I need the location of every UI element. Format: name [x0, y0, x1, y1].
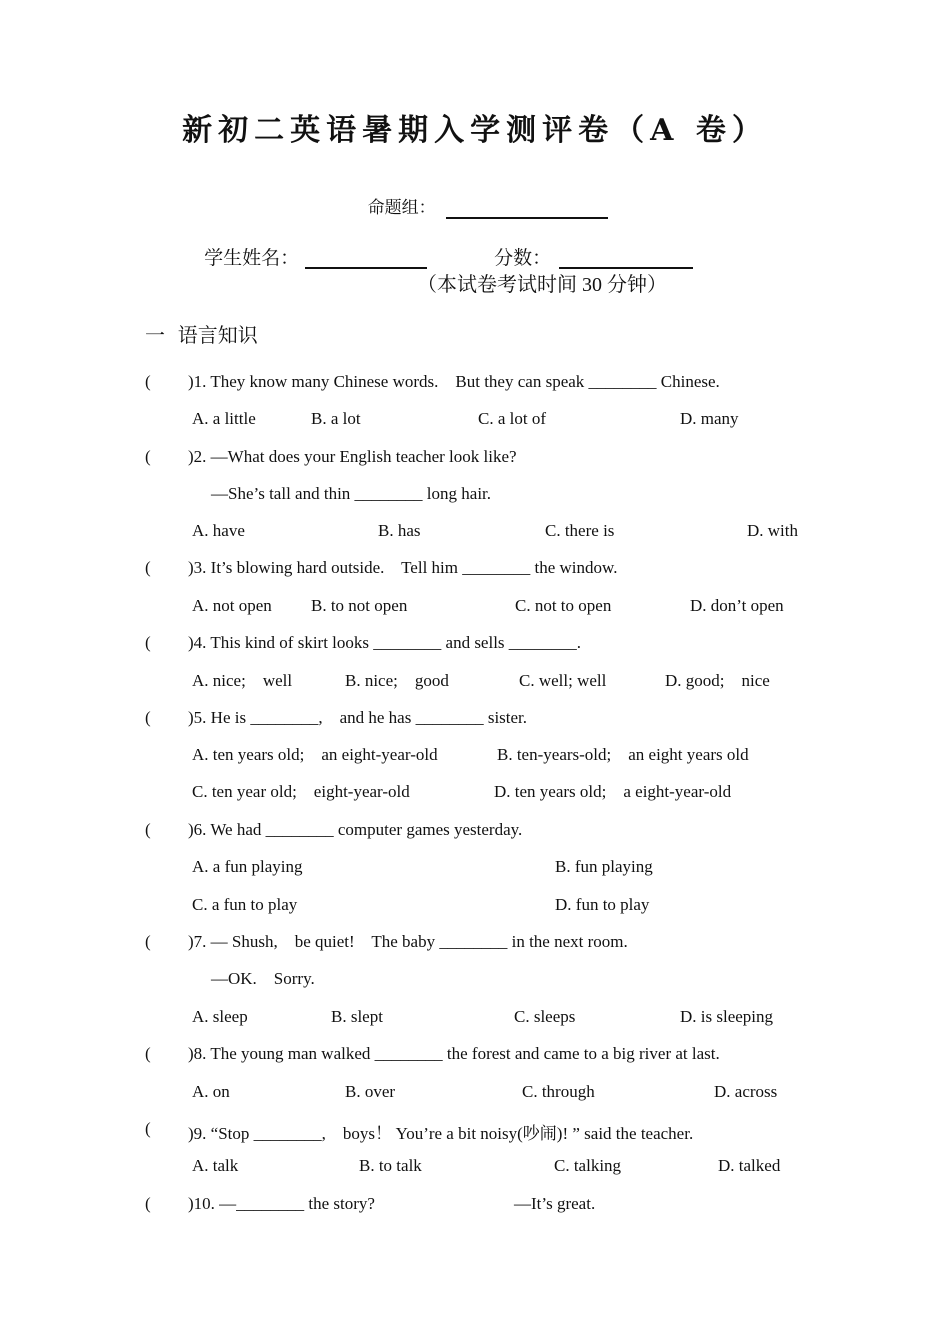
question-subline: —It’s great.: [514, 1194, 596, 1213]
exam-title: 新初二英语暑期入学测评卷（A 卷）: [182, 113, 768, 148]
option-d[interactable]: D. don’t open: [690, 596, 784, 615]
option-c[interactable]: C. sleeps: [514, 1007, 576, 1026]
option-b[interactable]: B. over: [345, 1082, 396, 1101]
option-c[interactable]: C. a lot of: [478, 409, 546, 428]
option-b[interactable]: B. slept: [331, 1007, 383, 1026]
question-stem: )9. “Stop ________, boys！ You’re a bit noisy(吵闹)! ” said the teacher.: [188, 1124, 694, 1143]
option-a[interactable]: A. have: [192, 521, 245, 540]
option-b[interactable]: B. to not open: [311, 596, 408, 615]
question-stem: )7. — Shush, be quiet! The baby ________ in the next room.: [188, 932, 628, 951]
option-b[interactable]: B. nice; good: [345, 671, 449, 690]
option-b[interactable]: B. ten-years-old; an eight years old: [497, 745, 749, 764]
question-stem: )2. —What does your English teacher look like?: [188, 447, 517, 466]
option-d[interactable]: D. fun to play: [555, 895, 650, 914]
option-c[interactable]: C. well; well: [519, 671, 607, 690]
group-blank[interactable]: [446, 197, 608, 219]
answer-paren[interactable]: (: [145, 447, 151, 466]
score-blank[interactable]: [559, 247, 693, 269]
option-d[interactable]: D. with: [747, 521, 798, 540]
option-c[interactable]: C. talking: [554, 1156, 622, 1175]
option-a[interactable]: A. a little: [192, 409, 256, 428]
name-label: 学生姓名：: [204, 247, 300, 269]
option-c[interactable]: C. there is: [545, 521, 615, 540]
answer-paren[interactable]: (: [145, 932, 151, 951]
option-a[interactable]: A. ten years old; an eight-year-old: [192, 745, 438, 764]
option-d[interactable]: D. many: [680, 409, 739, 428]
time-note: （本试卷考试时间 30 分钟）: [417, 274, 667, 296]
option-d[interactable]: D. across: [714, 1082, 778, 1101]
option-c[interactable]: C. through: [522, 1082, 595, 1101]
option-b[interactable]: B. to talk: [359, 1156, 422, 1175]
answer-paren[interactable]: (: [145, 708, 151, 727]
question-stem: )8. The young man walked ________ the forest and came to a big river at last.: [188, 1044, 720, 1063]
answer-paren[interactable]: (: [145, 1044, 151, 1063]
option-b[interactable]: B. a lot: [311, 409, 361, 428]
option-c[interactable]: C. ten year old; eight-year-old: [192, 782, 410, 801]
option-d[interactable]: D. is sleeping: [680, 1007, 774, 1026]
group-label: 命题组：: [367, 198, 436, 218]
option-a[interactable]: A. a fun playing: [192, 857, 303, 876]
score-label: 分数：: [494, 247, 552, 269]
answer-paren[interactable]: (: [145, 1119, 151, 1138]
question-subline: —OK. Sorry.: [211, 969, 315, 988]
answer-paren[interactable]: (: [145, 372, 151, 391]
answer-paren[interactable]: (: [145, 558, 151, 577]
name-blank[interactable]: [305, 247, 427, 269]
option-a[interactable]: A. not open: [192, 596, 272, 615]
option-b[interactable]: B. fun playing: [555, 857, 653, 876]
option-d[interactable]: D. good; nice: [665, 671, 770, 690]
question-stem: )3. It’s blowing hard outside. Tell him ________ the window.: [188, 558, 618, 577]
option-c[interactable]: C. not to open: [515, 596, 612, 615]
answer-paren[interactable]: (: [145, 633, 151, 652]
question-stem: )6. We had ________ computer games yesterday.: [188, 820, 523, 839]
question-stem: )5. He is ________, and he has ________ sister.: [188, 708, 528, 727]
option-c[interactable]: C. a fun to play: [192, 895, 298, 914]
option-a[interactable]: A. talk: [192, 1156, 239, 1175]
answer-paren[interactable]: (: [145, 820, 151, 839]
section-heading: 一 语言知识: [145, 323, 258, 347]
question-stem: )4. This kind of skirt looks ________ and sells ________.: [188, 633, 582, 652]
option-d[interactable]: D. talked: [718, 1156, 781, 1175]
question-stem: )1. They know many Chinese words. But they can speak ________ Chinese.: [188, 372, 720, 391]
option-d[interactable]: D. ten years old; a eight-year-old: [494, 782, 732, 801]
name-field: [180, 225, 427, 291]
option-b[interactable]: B. has: [378, 521, 421, 540]
option-a[interactable]: A. sleep: [192, 1007, 248, 1026]
question-subline: —She’s tall and thin ________ long hair.: [211, 484, 492, 503]
question-stem: )10. —________ the story?: [188, 1194, 375, 1213]
option-a[interactable]: A. on: [192, 1082, 230, 1101]
option-a[interactable]: A. nice; well: [192, 671, 293, 690]
answer-paren[interactable]: (: [145, 1194, 151, 1213]
